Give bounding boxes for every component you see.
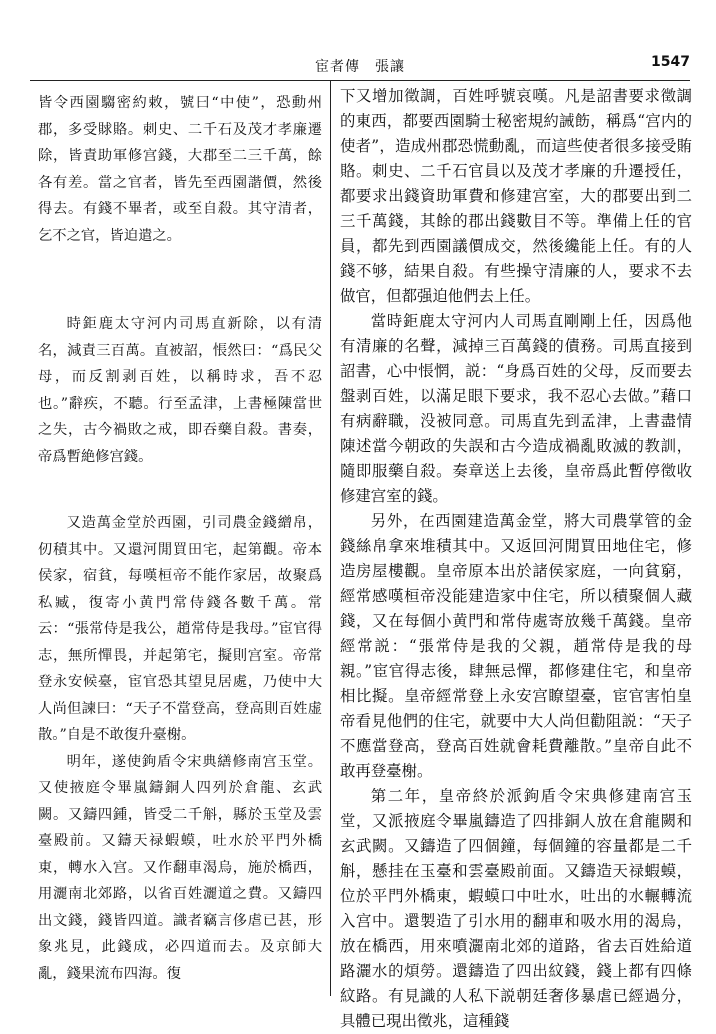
running-header [30, 56, 690, 78]
left-paragraph-2: 時鉅鹿太守河内司馬直新除，以有清名，減責三百萬。直被詔，悵然曰：“爲民父母，而反割剥百姓，以稱時求，吾不忍也。”辭疾，不聽。行至孟津，上書極陳當世之失，古今禍敗之戒，即吞藥自殺。書奏，帝爲暫絶修宫錢。 [38, 316, 322, 465]
right-paragraph-1: 下又增加徵調，百姓呼號哀嘆。凡是詔書要求徵調的東西，都要西園騎士秘密規約誡飭，稱爲“宫内的使者”，造成州郡恐慌動亂，而這些使者很多接受賄賂。刺史、二千石官員以及茂才孝廉的升遷授任，都要求出錢資助軍費和修建宫室，大的郡要出到二三千萬錢，其餘的郡出錢數目不等。準備上任的官員，都先到西園議價成交，然後纔能上任。有的人錢不够，結果自殺。有些操守清廉的人，要求不去做官，但都强迫他們去上任。 [340, 87, 692, 305]
left-paragraph-4: 明年，遂使鉤盾令宋典繕修南宫玉堂。又使掖庭令畢嵐鑄銅人四列於倉龍、玄武闕。又鑄四鍾，皆受二千斛，縣於玉堂及雲臺殿前。又鑄天禄蝦蟆，吐水於平門外橋東，轉水入宫。又作翻車渴烏，施於橋西，用灑南北郊路，以省百姓灑道之費。又鑄四出文錢，錢皆四道。識者竊言侈虐已甚，形象兆見，此錢成，必四道而去。及京師大亂，錢果流布四海。復 [38, 753, 322, 982]
left-paragraph-1: 皆令西園騶密約敕，號曰“中使”，恐動州郡，多受賕賂。刺史、二千石及茂才孝廉遷除，皆責助軍修宫錢，大郡至二三千萬，餘各有差。當之官者，皆先至西園諧價，然後得去。有錢不畢者，或至自殺。其守清者，乞不之官，皆迫遣之。 [38, 95, 322, 244]
running-head-title: 宦者傳 張讓 [315, 59, 405, 75]
page-number: 1547 [651, 54, 690, 70]
header-rule [30, 80, 690, 81]
left-column-classical-text [38, 90, 322, 987]
right-paragraph-2: 當時鉅鹿太守河内人司馬直剛剛上任，因爲他有清廉的名聲，減掉三百萬錢的債務。司馬直接到詔書，心中悵惘，説：“身爲百姓的父母，反而要去盤剥百姓，以滿足眼下要求，我不忍心去做。”藉口有病辭職，没被同意。司馬直先到孟津，上書盡情陳述當今朝政的失誤和古今造成禍亂敗滅的教訓，隨即服藥自殺。奏章送上去後，皇帝爲此暫停徵收修建宫室的錢。 [340, 312, 692, 505]
right-column-modern-translation [340, 84, 692, 1034]
right-paragraph-3: 另外，在西園建造萬金堂，將大司農掌管的金錢絲帛拿來堆積其中。又返回河閒買田地住宅，修造房屋樓觀。皇帝原本出於諸侯家庭，一向貧窮，經常感嘆桓帝没能建造家中住宅，所以積聚個人藏錢，又在每個小黄門和常侍處寄放幾千萬錢。皇帝經常説：“張常侍是我的父親，趙常侍是我的母親。”宦官得志後，肆無忌憚，都修建住宅，和皇帝相比擬。皇帝經常登上永安宫瞭望臺，宦官害怕皇帝看見他們的住宅，就要中大人尚但勸阻説：“天子不應當登高，登高百姓就會耗費離散。”皇帝自此不敢再登臺榭。 [340, 512, 692, 780]
left-paragraph-3: 又造萬金堂於西園，引司農金錢繒帛，仞積其中。又還河閒買田宅，起第觀。帝本侯家，宿貧，每嘆桓帝不能作家居，故聚爲私臧，復寄小黄門常侍錢各數千萬。常云：“張常侍是我公，趙常侍是我母。”宦官得志，無所憚畏，并起第宅，擬則宫室。帝常登永安候臺，宦官恐其望見居處，乃使中大人尚但諫曰：“天子不當登高，登高則百姓虚散。”自是不敢復升臺榭。 [38, 515, 322, 743]
column-divider [330, 80, 331, 996]
right-paragraph-4: 第二年，皇帝終於派鉤盾令宋典修建南宫玉堂，又派掖庭令畢嵐鑄造了四排銅人放在倉龍闕和玄武闕。又鑄造了四個鐘，每個鐘的容量都是二千斛，懸挂在玉臺和雲臺殿前面。又鑄造天禄蝦蟆，位於平門外橋東，蝦蟆口中吐水，吐出的水輾轉流入宫中。還製造了引水用的翻車和吸水用的渴烏，放在橋西，用來噴灑南北郊的道路，省去百姓給道路灑水的煩勞。還鑄造了四出紋錢，錢上都有四條紋路。有見識的人私下説朝廷奢侈暴虐已經過分，具體已現出徵兆，這種錢 [340, 787, 692, 1030]
